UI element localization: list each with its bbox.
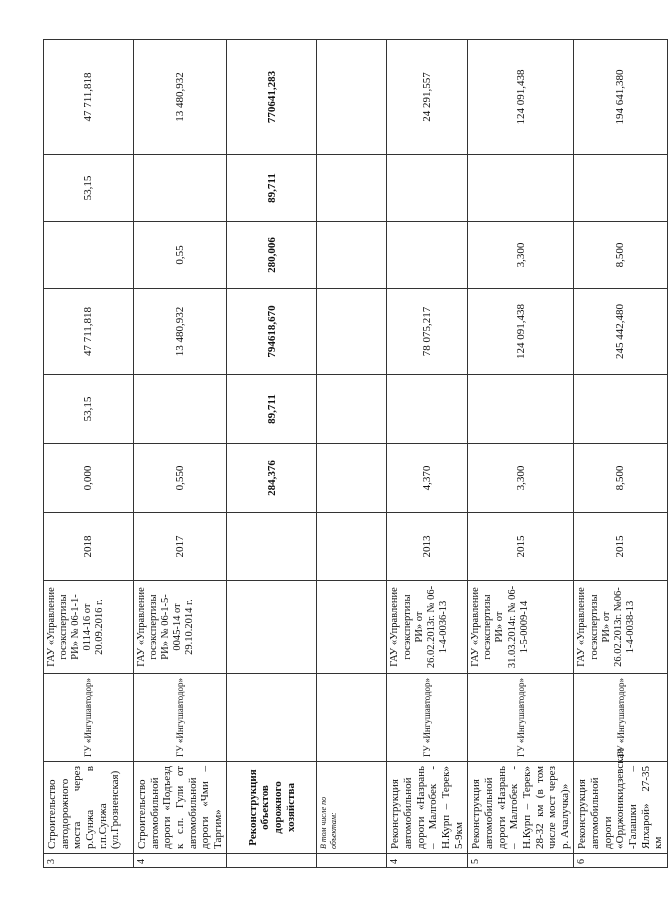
expertise-cell: [317, 581, 387, 674]
total-cell: 194 641,380: [574, 40, 667, 155]
year-cell: [317, 513, 387, 581]
total-cell: 47 711,818: [44, 40, 134, 155]
customer-cell: [227, 674, 317, 762]
rotated-table-wrapper: [43, 40, 665, 868]
prev-length-cell: [317, 222, 387, 289]
cost-cell: 124 091,438: [468, 289, 574, 375]
cost-cell: [317, 289, 387, 375]
note-row: [317, 40, 387, 868]
row-number: [317, 854, 387, 868]
customer-cell: ГУ «Ингушавтодор»: [468, 674, 574, 762]
cost-cell: 13 480,932: [134, 289, 227, 375]
bridges-m-cell: [574, 375, 667, 444]
year-cell: [227, 513, 317, 581]
prev-length-cell: 3,300: [468, 222, 574, 289]
prev-bridges-cell: 53,15: [44, 155, 134, 222]
row-number: 5: [468, 854, 574, 868]
table-row: [468, 40, 574, 868]
bridges-m-cell: 53,15: [44, 375, 134, 444]
bridges-m-cell: [134, 375, 227, 444]
prev-length-cell: [44, 222, 134, 289]
table-body: [44, 40, 668, 868]
table-row: [44, 40, 134, 868]
total-cell: 770641,283: [227, 40, 317, 155]
length-km-cell: 3,300: [468, 444, 574, 513]
length-km-cell: 8,500: [574, 444, 667, 513]
cost-cell: 245 442,480: [574, 289, 667, 375]
total-cell: [317, 40, 387, 155]
prev-bridges-cell: [468, 155, 574, 222]
prev-bridges-cell: [574, 155, 667, 222]
object-name-cell: Реконструкция автомобильной дороги «Назрань – Малгобек - Н.Курп – Терек» 28-32 км (в том числе мост через р. Ачалучка)»: [468, 762, 574, 854]
customer-cell: ГУ «Ингушавтодор»: [574, 674, 667, 762]
bridges-m-cell: 89,711: [227, 375, 317, 444]
cost-cell: 794618,670: [227, 289, 317, 375]
prev-bridges-cell: [387, 155, 468, 222]
row-number: 4: [387, 854, 468, 868]
year-cell: 2013: [387, 513, 468, 581]
object-name-cell: Реконструкция объектов дорожного хозяйства: [227, 762, 317, 854]
prev-length-cell: 8,500: [574, 222, 667, 289]
object-name-cell: Строительство автодорожного моста через р.Сунжа в г.п.Сунжа (ул.Грозненская): [44, 762, 134, 854]
total-cell: 124 091,438: [468, 40, 574, 155]
object-name-cell: Реконструкция автомобильной дороги «Орджоникидзевская -Галашки – Ялхарой» 27-35 км: [574, 762, 667, 854]
object-name-cell: Реконструкция автомобильной дороги «Назрань – Малгобек - Н.Курп – Терек» 5-9км: [387, 762, 468, 854]
prev-bridges-cell: 89,711: [227, 155, 317, 222]
bridges-m-cell: [468, 375, 574, 444]
length-km-cell: 284,376: [227, 444, 317, 513]
row-number: 3: [44, 854, 134, 868]
table-row: [574, 40, 667, 868]
bridges-m-cell: [387, 375, 468, 444]
expertise-cell: ГАУ «Управление госэкспертизы РИ» № 06-1-5-0045-14 от 29.10.2014 г.: [134, 581, 227, 674]
expertise-cell: ГАУ «Управление госэкспертизы РИ» от 26.02.2013г. №06-1-4-0038-13: [574, 581, 667, 674]
group-row: [227, 40, 317, 868]
prev-length-cell: 0,55: [134, 222, 227, 289]
expertise-cell: ГАУ «Управление госэкспертизы РИ» от 31.03.2014г. № 06-1-5-0009-14: [468, 581, 574, 674]
total-cell: 24 291,557: [387, 40, 468, 155]
cost-cell: 47 711,818: [44, 289, 134, 375]
length-km-cell: 0,000: [44, 444, 134, 513]
length-km-cell: 4,370: [387, 444, 468, 513]
expertise-cell: ГАУ «Управление госэкспертизы РИ» № 06-1-1-0114-16 от 20.09.2016 г.: [44, 581, 134, 674]
prev-length-cell: [387, 222, 468, 289]
prev-bridges-cell: [134, 155, 227, 222]
customer-cell: ГУ «Ингушавтодор»: [44, 674, 134, 762]
object-name-cell: В том числе по объектам:: [317, 762, 387, 854]
expertise-cell: ГАУ «Управление госэкспертизы РИ» от 26.02.2013г. № 06-1-4-0036-13: [387, 581, 468, 674]
object-name-cell: Строительство автомобильной дороги «Подъезд к с.п. Гули от автомобильной дороги «Чми – Таргим»: [134, 762, 227, 854]
table-row: [387, 40, 468, 868]
cost-cell: 78 075,217: [387, 289, 468, 375]
total-cell: 13 480,932: [134, 40, 227, 155]
customer-cell: ГУ «Ингушавтодор»: [387, 674, 468, 762]
year-cell: 2015: [574, 513, 667, 581]
year-cell: 2017: [134, 513, 227, 581]
customer-cell: [317, 674, 387, 762]
row-number: [227, 854, 317, 868]
length-km-cell: 0,550: [134, 444, 227, 513]
prev-bridges-cell: [317, 155, 387, 222]
bridges-m-cell: [317, 375, 387, 444]
customer-cell: ГУ «Ингушавтодор»: [134, 674, 227, 762]
investment-program-table: [43, 39, 668, 868]
table-row: [134, 40, 227, 868]
length-km-cell: [317, 444, 387, 513]
row-number: 4: [134, 854, 227, 868]
year-cell: 2015: [468, 513, 574, 581]
expertise-cell: [227, 581, 317, 674]
year-cell: 2018: [44, 513, 134, 581]
row-number: 6: [574, 854, 667, 868]
prev-length-cell: 280,006: [227, 222, 317, 289]
